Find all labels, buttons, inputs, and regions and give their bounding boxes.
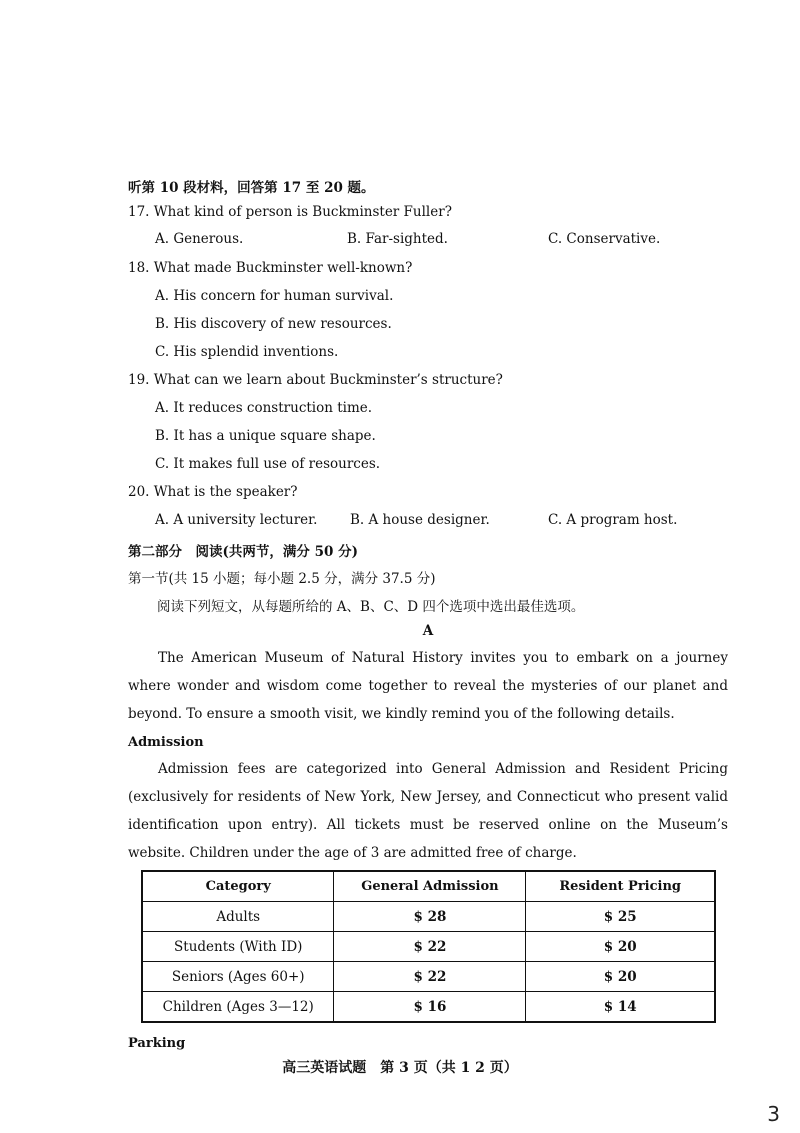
admission-fees-table: [141, 870, 716, 1023]
table-row: [142, 902, 715, 932]
table-row: [142, 992, 715, 1023]
row-category: Adults: [142, 902, 334, 932]
passage-intro-paragraph: The American Museum of Natural History invites you to embark on a journey where wonder and wisdom come together to reveal the mysteries of our planet and beyond. To ensure a smooth visit, we kindly remind you of the following details.: [128, 650, 728, 722]
question-20-stem: 20. What is the speaker?: [128, 484, 298, 500]
row-category: Children (Ages 3—12): [142, 992, 334, 1023]
admission-paragraph: Admission fees are categorized into General Admission and Resident Pricing (exclusively for residents of New York, New Jersey, and Connecticut who present valid identification upon entry). All tickets must be reserved online on the Museum’s website. Children under the age of 3 are admitted free of charge.: [128, 761, 728, 861]
row-category: Students (With ID): [142, 932, 334, 962]
page-number: 3: [767, 1102, 780, 1126]
row-resident-price: $ 14: [526, 992, 715, 1023]
row-category: Seniors (Ages 60+): [142, 962, 334, 992]
reading-part-title: 第二部分 阅读(共两节，满分 50 分): [128, 544, 358, 560]
row-general-price: $ 28: [334, 902, 526, 932]
reading-instruction: 阅读下列短文，从每题所给的 A、B、C、D 四个选项中选出最佳选项。: [157, 599, 585, 615]
table-header-row: [142, 871, 715, 902]
question-18-stem: 18. What made Buckminster well-known?: [128, 260, 413, 276]
question-20-option-b: B. A house designer.: [350, 512, 490, 528]
table-row: [142, 932, 715, 962]
passage-label: A: [422, 623, 434, 639]
table-row: [142, 962, 715, 992]
header-category: Category: [142, 871, 334, 902]
row-general-price: $ 22: [334, 962, 526, 992]
page-footer: 高三英语试题 第 3 页（共 1 2 页）: [282, 1060, 518, 1076]
question-18-option-c: C. His splendid inventions.: [155, 344, 339, 360]
question-18-option-a: A. His concern for human survival.: [155, 288, 394, 304]
question-19-stem: 19. What can we learn about Buckminster’s structure?: [128, 372, 503, 388]
listening-intro: 听第 10 段材料，回答第 17 至 20 题。: [128, 180, 375, 196]
question-17-stem: 17. What kind of person is Buckminster Fuller?: [128, 204, 452, 220]
admission-heading: Admission: [128, 735, 204, 750]
question-17-option-a: A. Generous.: [155, 231, 244, 247]
row-general-price: $ 16: [334, 992, 526, 1023]
question-20-option-c: C. A program host.: [548, 512, 678, 528]
header-resident-pricing: Resident Pricing: [526, 871, 715, 902]
question-17-option-b: B. Far-sighted.: [347, 231, 448, 247]
question-17-option-c: C. Conservative.: [548, 231, 661, 247]
row-general-price: $ 22: [334, 932, 526, 962]
question-18-option-b: B. His discovery of new resources.: [155, 316, 392, 332]
header-general-admission: General Admission: [334, 871, 526, 902]
question-20-option-a: A. A university lecturer.: [155, 512, 318, 528]
reading-section-title: 第一节(共 15 小题；每小题 2.5 分，满分 37.5 分): [128, 571, 436, 587]
parking-heading: Parking: [128, 1036, 186, 1051]
question-19-option-c: C. It makes full use of resources.: [155, 456, 381, 472]
row-resident-price: $ 20: [526, 962, 715, 992]
question-19-option-b: B. It has a unique square shape.: [155, 428, 376, 444]
row-resident-price: $ 25: [526, 902, 715, 932]
question-19-option-a: A. It reduces construction time.: [155, 400, 373, 416]
row-resident-price: $ 20: [526, 932, 715, 962]
